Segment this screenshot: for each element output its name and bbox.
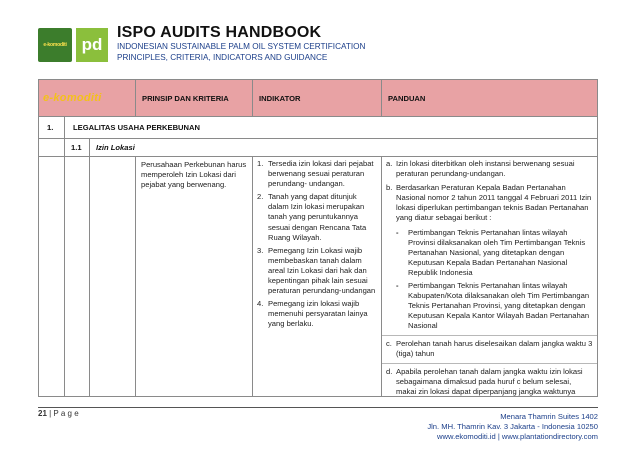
column-header-indikator: INDIKATOR <box>253 80 382 116</box>
panduan-item-b: b. Berdasarkan Peraturan Kepala Badan Pertanahan Nasional nomor 2 tahun 2011 tanggal 4 Februari 2011 Izin lokasi diperlukan pertimbangan teknis Badan Pertanahan yang diatur sebagai berikut : <box>386 183 592 223</box>
page-number: 21 | P a g e <box>38 409 79 418</box>
indikator-cell <box>253 157 382 396</box>
panduan-subitem: - Pertimbangan Teknis Pertanahan lintas wilayah Kabupaten/Kota dilaksanakan oleh Tim Pertimbangan Teknis Pertanahan Provinsi, yang ditetapkan dengan Keputusan Kepala Kantor Wilayah Badan Pertanahan Nasional <box>396 281 590 331</box>
list-item: 1. Tersedia izin lokasi dari pejabat berwenang sesuai peraturan perundang- undangan. <box>257 159 374 189</box>
divider <box>382 335 597 336</box>
section-number: 1. <box>39 117 65 138</box>
handbook-subtitle-1: INDONESIAN SUSTAINABLE PALM OIL SYSTEM CERTIFICATION <box>117 42 366 51</box>
brand-cell <box>39 80 136 116</box>
criteria-body-row <box>39 157 597 396</box>
panduan-item-c: c. Perolehan tanah harus diselesaikan dalam jangka waktu 3 (tiga) tahun <box>386 338 593 358</box>
handbook-title: ISPO AUDITS HANDBOOK <box>117 24 322 41</box>
address-line-2: Jln. MH. Thamrin Kav. 3 Jakarta - Indonesia 10250 <box>427 422 598 432</box>
pd-logo: pd <box>76 28 108 62</box>
brand-label: e-komoditi <box>43 92 102 104</box>
panduan-subitem: - Pertimbangan Teknis Pertanahan lintas wilayah Provinsi dilaksanakan oleh Tim Pertimbangan Teknis Pertanahan Nasional, yang ditetapkan dengan Keputusan Kepala Badan Pertanahan Nasional Republik Indonesia <box>396 227 586 277</box>
criteria-table <box>38 79 598 397</box>
section-row <box>39 117 597 139</box>
list-item: 2. Tanah yang dapat ditunjuk dalam Izin lokasi merupakan tanah yang peruntukannya sesuai dengan Rencana Tata Ruang Wilayah. <box>257 192 367 242</box>
subsection-row <box>39 139 597 157</box>
blank-cell <box>39 157 65 396</box>
address-line-1: Menara Thamrin Suites 1402 <box>500 412 598 421</box>
column-header-prinsip: PRINSIP DAN KRITERIA <box>136 80 253 116</box>
section-label: LEGALITAS USAHA PERKEBUNAN <box>73 123 200 132</box>
address-line-3: www.ekomoditi.id | www.plantationdirectory.com <box>437 432 598 442</box>
blank-cell <box>65 157 90 396</box>
footer-address <box>427 412 598 443</box>
blank-cell <box>39 139 65 156</box>
list-item: 4. Pemegang izin lokasi wajib memenuhi persyaratan lainya yang berlaku. <box>257 299 368 329</box>
column-header-panduan: PANDUAN <box>388 93 426 103</box>
prinsip-text: Perusahaan Perkebunan harus memperoleh Izin Lokasi dari pejabat yang berwenang. <box>136 157 253 396</box>
table-header-row <box>39 80 597 117</box>
footer-divider <box>38 407 598 408</box>
subsection-label: Izin Lokasi <box>96 143 135 152</box>
panduan-item-d: d. Apabila perolehan tanah dalam jangka waktu izin lokasi sebagaimana dimaksud pada huruf c belum selesai, makai zin lokasi dapat diperpanjang jangka waktunya <box>386 366 583 396</box>
panduan-cell <box>382 157 597 396</box>
indikator-list <box>257 159 377 330</box>
list-item: 3. Pemegang Izin Lokasi wajib membebaskan tanah dalam areal Izin Lokasi dari hak dan kepentingan pihak lain sesuai peraturan perundang-undangan <box>257 245 376 296</box>
panduan-item-a: a. Izin lokasi diterbitkan oleh instansi berwenang sesuai peraturan perundang-undangan. <box>386 159 575 179</box>
handbook-subtitle-2: PRINCIPLES, CRITERIA, INDICATORS AND GUIDANCE <box>117 53 328 62</box>
ekomoditi-logo <box>38 28 72 62</box>
subsection-number: 1.1 <box>65 139 90 156</box>
divider <box>382 363 597 364</box>
blank-cell <box>90 157 136 396</box>
ekomoditi-logo-text: e-komoditi <box>43 42 67 48</box>
